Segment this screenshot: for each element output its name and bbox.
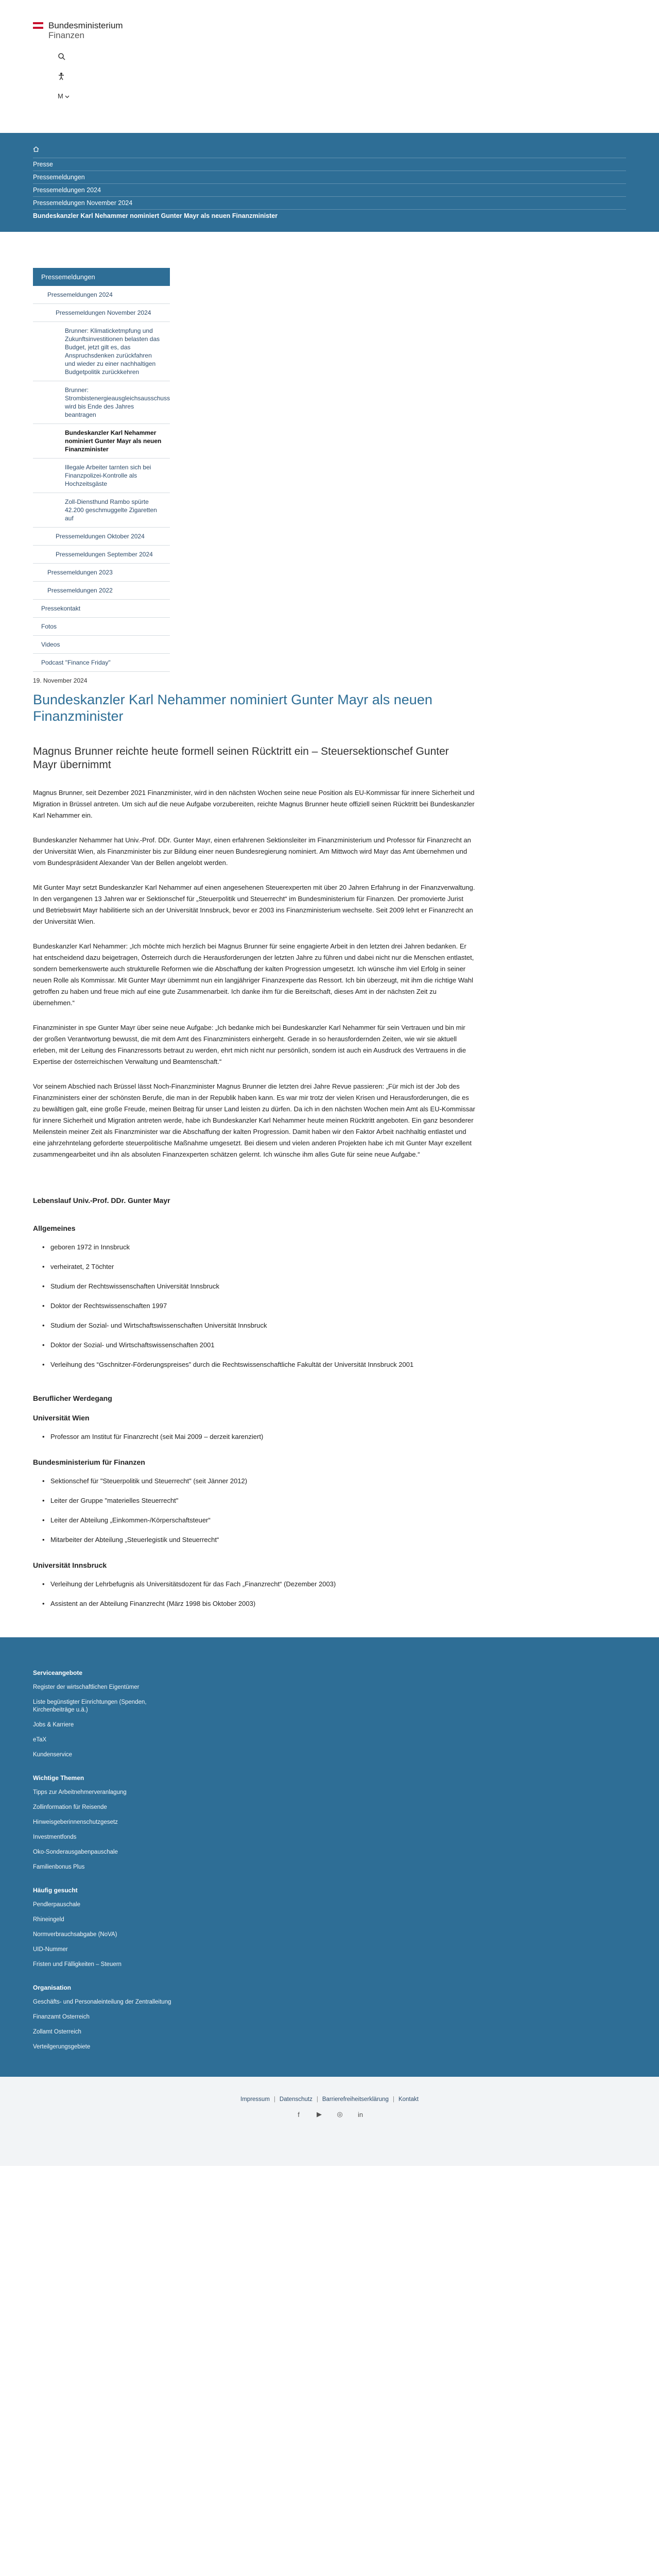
footer-link[interactable]: Kundenservice: [33, 1752, 73, 1758]
footer-link[interactable]: eTaX: [33, 1737, 47, 1743]
sidenav-item[interactable]: Pressemeldungen 2023: [33, 564, 170, 582]
sidenav-item[interactable]: Illegale Arbeiter tarnten sich bei Finanzpolizei-Kontrolle als Hochzeitsgäste: [33, 459, 170, 493]
list-item: • verheiratet, 2 Töchter: [33, 1257, 476, 1277]
sidenav-item[interactable]: Fotos: [33, 618, 170, 636]
paragraph: Bundeskanzler Karl Nehammer: „Ich möchte mich herzlich bei Magnus Brunner für seine engagierte Arbeit in den letzten drei Jahren bedanken. Er hat entscheidend dazu beigetragen, Österreich durch die Herausforderungen der letzten Jahre zu führen und dabei nicht nur die Menschen entlastet, sondern bemerkenswerte auch strukturelle Reformen wie die Abschaffung der kalten Progression umgesetzt. Ich wünsche ihm viel Erfolg in seiner neuen Rolle als Kommissar. Mit Gunter Mayr übernimmt nun ein langjähriger Finanzexperte das Ressort. Ich bin überzeugt, mit ihm die richtige Wahl getroffen zu haben und freue mich auf eine gute Zusammenarbeit. Ich danke ihm für die Bereitschaft, dieses Amt in der nächsten Zeit zu übernehmen.“: [33, 942, 474, 1007]
cv-vienna-list: [33, 1427, 626, 1447]
footer-link[interactable]: UID-Nummer: [33, 1946, 68, 1953]
cv-general-list: [33, 1238, 626, 1375]
accessibility-icon[interactable]: [58, 71, 67, 81]
footer-heading: Serviceangebote: [33, 1669, 83, 1676]
home-icon[interactable]: [33, 146, 626, 154]
chevron-down-icon: [65, 92, 70, 100]
list-item: • Sektionschef für "Steuerpolitik und Steuerrecht" (seit Jänner 2012): [33, 1471, 476, 1491]
separator: |: [316, 2096, 318, 2103]
footer-link[interactable]: Investmentfonds: [33, 1834, 77, 1840]
list-item: • Mitarbeiter der Abteilung „Steuerlegistik und Steuerrecht“: [33, 1530, 476, 1550]
footer-group-organisation: [33, 1984, 626, 2051]
separator: |: [392, 2096, 394, 2103]
site-footer: [0, 1637, 659, 2077]
footer-link[interactable]: Liste begünstigter Einrichtungen (Spenden, Kirchenbeiträge u.ä.): [33, 1699, 147, 1713]
article-body: [33, 787, 626, 1160]
sidenav-item[interactable]: Pressekontakt: [33, 600, 170, 618]
cv-title: Lebenslauf Univ.-Prof. DDr. Gunter Mayr: [33, 1196, 170, 1205]
sidenav-item[interactable]: Podcast "Finance Friday": [33, 654, 170, 672]
list-item: • Doktor der Sozial- und Wirtschaftswissenschaften 2001: [33, 1335, 476, 1355]
privacy-link[interactable]: Datenschutz: [279, 2096, 313, 2103]
facebook-icon[interactable]: f: [298, 2110, 300, 2119]
footer-link[interactable]: Rhineingeld: [33, 1917, 64, 1923]
accessibility-statement-link[interactable]: Barrierefreiheitserklärung: [322, 2096, 389, 2103]
paragraph: Mit Gunter Mayr setzt Bundeskanzler Karl Nehammer auf einen angesehenen Steuerexperten mit über 20 Jahren Erfahrung in der Finanzverwaltung. In den vergangenen 13 Jahren war er Sektionschef für „Steuerpolitik und Steuerrecht“ im Bundesministerium für Finanzen. Der promovierte Jurist und Betriebswirt Mayr habilitierte sich an der Universität Innsbruck, bevor er 2003 ins Finanzministerium wechselte. Seit 2009 lehrt er Finanzrecht an der Universität Wien.: [33, 884, 475, 925]
footer-group-services: [33, 1669, 626, 1759]
list-item: • geboren 1972 in Innsbruck: [33, 1238, 476, 1257]
footer-group-frequent: [33, 1887, 626, 1969]
breadcrumb-item-november-2024[interactable]: Pressemeldungen November 2024: [33, 196, 626, 209]
sidenav-item-active[interactable]: Bundeskanzler Karl Nehammer nominiert Gunter Mayr als neuen Finanzminister: [33, 424, 170, 459]
list-item: • Professor am Institut für Finanzrecht (seit Mai 2009 – derzeit karenziert): [33, 1427, 476, 1447]
list-item: • Studium der Sozial- und Wirtschaftswissenschaften Universität Innsbruck: [33, 1316, 476, 1335]
paragraph: Magnus Brunner, seit Dezember 2021 Finanzminister, wird in den nächsten Wochen seine neue Position als EU-Kommissar für innere Sicherheit und Migration in Brüssel antreten. Um sich auf die neue Aufgabe vorzubereiten, reichte Magnus Brunner heute offiziell seinen Rücktritt bei Bundeskanzler Karl Nehammer ein.: [33, 789, 475, 819]
breadcrumb-item-presse[interactable]: Presse: [33, 158, 626, 171]
publish-date: 19. November 2024: [33, 677, 88, 684]
footer-link[interactable]: Zollamt Österreich: [33, 2029, 81, 2035]
search-icon[interactable]: [58, 52, 67, 62]
list-item: • Doktor der Rechtswissenschaften 1997: [33, 1296, 476, 1316]
ministry-logo[interactable]: [33, 21, 659, 40]
sidenav-item[interactable]: Pressemeldungen 2024: [33, 286, 170, 304]
footer-link[interactable]: Fristen und Fälligkeiten – Steuern: [33, 1961, 122, 1968]
menu-button[interactable]: [58, 91, 67, 101]
cv-bmf-list: [33, 1471, 626, 1550]
breadcrumb-item-2024[interactable]: Pressemeldungen 2024: [33, 183, 626, 196]
section-navigation: [33, 268, 170, 672]
cv-vienna-heading: Universität Wien: [33, 1414, 90, 1422]
cv-career-heading: Beruflicher Werdegang: [33, 1394, 112, 1402]
footer-link[interactable]: Tipps zur Arbeitnehmerveranlagung: [33, 1789, 127, 1795]
separator: |: [273, 2096, 275, 2103]
cv-section: [33, 1196, 626, 1614]
site-header: [0, 0, 659, 133]
footer-link[interactable]: Finanzamt Österreich: [33, 2014, 90, 2020]
list-item: • Verleihung des “Gschnitzer-Förderungspreises” durch die Rechtswissenschaftliche Fakultät der Universität Innsbruck 2001: [33, 1355, 476, 1375]
footer-heading: Wichtige Themen: [33, 1774, 84, 1782]
footer-link[interactable]: Öko-Sonderausgabenpauschale: [33, 1849, 118, 1855]
sidenav-item[interactable]: Videos: [33, 636, 170, 654]
page-title: Bundeskanzler Karl Nehammer nominiert Gunter Mayr als neuen Finanzminister: [33, 692, 432, 724]
page-subtitle: Magnus Brunner reichte heute formell seinen Rücktritt ein – Steuersektionschef Gunter Mayr übernimmt: [33, 745, 449, 771]
logo-line-2: Finanzen: [48, 30, 84, 40]
footer-link[interactable]: Zollinformation für Reisende: [33, 1804, 107, 1810]
sidenav-item[interactable]: Zoll-Diensthund Rambo spürte 42.200 geschmuggelte Zigaretten auf: [33, 493, 170, 528]
legal-bar: [0, 2077, 659, 2166]
breadcrumb-item-current: Bundeskanzler Karl Nehammer nominiert Gunter Mayr als neuen Finanzminister: [33, 209, 626, 222]
footer-heading: Häufig gesucht: [33, 1887, 78, 1894]
cv-innsbruck-heading: Universität Innsbruck: [33, 1561, 107, 1569]
list-item: • Leiter der Abteilung „Einkommen-/Körperschaftsteuer“: [33, 1511, 476, 1530]
sidenav-item[interactable]: Brunner: Klimaticketmpfung und Zukunftsinvestitionen belasten das Budget, jetzt gilt es, das Anspruchsdenken zurückfahren und wieder zu einer nachhaltigen Budgetpolitik zurückkehren: [33, 322, 170, 381]
footer-link[interactable]: Normverbrauchsabgabe (NoVA): [33, 1931, 117, 1938]
imprint-link[interactable]: Impressum: [240, 2096, 270, 2103]
austrian-flag-icon: [33, 22, 43, 29]
paragraph: Finanzminister in spe Gunter Mayr über seine neue Aufgabe: „Ich bedanke mich bei Bundeskanzler Karl Nehammer für sein Vertrauen und bin mir der großen Verantwortung bewusst, die mit dem Amt des Finanzministers einhergeht. Gerade in so herausfordernden Zeiten, wie wir sie aktuell erleben, mit der Leitung des Finanzressorts betraut zu werden, ehrt mich nicht nur persönlich, sondern ist auch ein Ausdruck des Vertrauens in die Expertise der österreichischen Verwaltung und Beamtenschaft.“: [33, 1024, 466, 1065]
cv-innsbruck-list: [33, 1574, 626, 1614]
paragraph: Bundeskanzler Nehammer hat Univ.-Prof. DDr. Gunter Mayr, einen erfahrenen Sektionsleiter im Finanzministerium und Professor für Finanzrecht an der Universität Wien, als Finanzminister bis zur Bildung einer neuen Bundesregierung nominiert. Am Mittwoch wird Mayr das Amt übernehmen und vom Bundespräsident Alexander Van der Bellen angelobt werden.: [33, 836, 471, 867]
footer-link[interactable]: Pendlerpauschale: [33, 1902, 81, 1908]
sidenav-item[interactable]: Pressemeldungen November 2024: [33, 304, 170, 322]
sidenav-title[interactable]: Pressemeldungen: [33, 268, 170, 286]
footer-link[interactable]: Verteilgerungsgebiete: [33, 2044, 91, 2050]
sidenav-item[interactable]: Pressemeldungen September 2024: [33, 546, 170, 564]
list-item: • Assistent an der Abteilung Finanzrecht (März 1998 bis Oktober 2003): [33, 1594, 476, 1614]
footer-group-topics: [33, 1774, 626, 1871]
menu-glyph: M: [58, 92, 63, 100]
instagram-icon[interactable]: ◎: [337, 2110, 343, 2118]
contact-link[interactable]: Kontakt: [398, 2096, 419, 2103]
footer-link[interactable]: Geschäfts- und Personaleinteilung der Zentralleitung: [33, 1999, 171, 2005]
youtube-icon[interactable]: ▶: [317, 2110, 322, 2118]
list-item: • Verleihung der Lehrbefugnis als Universitätsdozent für das Fach „Finanzrecht“ (Dezember 2003): [33, 1574, 476, 1594]
cv-general-heading: Allgemeines: [33, 1224, 76, 1232]
footer-link[interactable]: Familienbonus Plus: [33, 1864, 85, 1870]
breadcrumb-item-pressemeldungen[interactable]: Pressemeldungen: [33, 171, 626, 183]
list-item: • Leiter der Gruppe "materielles Steuerrecht": [33, 1491, 476, 1511]
linkedin-icon[interactable]: in: [357, 2110, 363, 2119]
cv-bmf-heading: Bundesministerium für Finanzen: [33, 1458, 145, 1466]
footer-link[interactable]: Hinweisgeberinnenschutzgesetz: [33, 1819, 118, 1825]
list-item: • Studium der Rechtswissenschaften Universität Innsbruck: [33, 1277, 476, 1296]
paragraph: Vor seinem Abschied nach Brüssel lässt Noch-Finanzminister Magnus Brunner die letzten drei Jahre Revue passieren: „Für mich ist der Job des Finanzministers einer der schönsten Berufe, die man in der Republik haben kann. Es war mir trotz der vielen Krisen und Herausforderungen, die es zu bewältigen galt, eine große Freude, meinen Beitrag für unser Land leisten zu dürfen. Da ich in den nächsten Wochen mein Amt als EU-Kommissar für innere Sicherheit und Migration antreten werde, habe ich Bundeskanzler Karl Nehammer heute meinen Rücktritt angeboten. Ein ganz besonderer Meilenstein meiner Zeit als Finanzminister war die Abschaffung der kalten Progression. Damit haben wir den Faktor Arbeit nachhaltig entlastet und eine jahrzehntelang geforderte steuerpolitische Maßnahme umgesetzt. Bei diesem und vielen anderen Projekten habe ich mit Gunter Mayr exzellent zusammengearbeitet und ihn als absoluten Finanzexperten schätzen gelernt. Ich wünsche ihm alles Gute für seine neue Aufgabe.“: [33, 1082, 475, 1158]
footer-link[interactable]: Jobs & Karriere: [33, 1722, 74, 1728]
sidenav-item[interactable]: Pressemeldungen 2022: [33, 582, 170, 600]
main-content: [0, 232, 659, 1614]
sidenav-item[interactable]: Pressemeldungen Oktober 2024: [33, 528, 170, 546]
breadcrumb: [0, 133, 659, 232]
footer-link[interactable]: Register der wirtschaftlichen Eigentümer: [33, 1684, 140, 1690]
sidenav-item[interactable]: Brunner: Strombistenergieausgleichsausschuss wird bis Ende des Jahres beantragen: [33, 381, 170, 424]
footer-heading: Organisation: [33, 1984, 72, 1991]
logo-line-1: Bundesministerium: [48, 21, 123, 30]
